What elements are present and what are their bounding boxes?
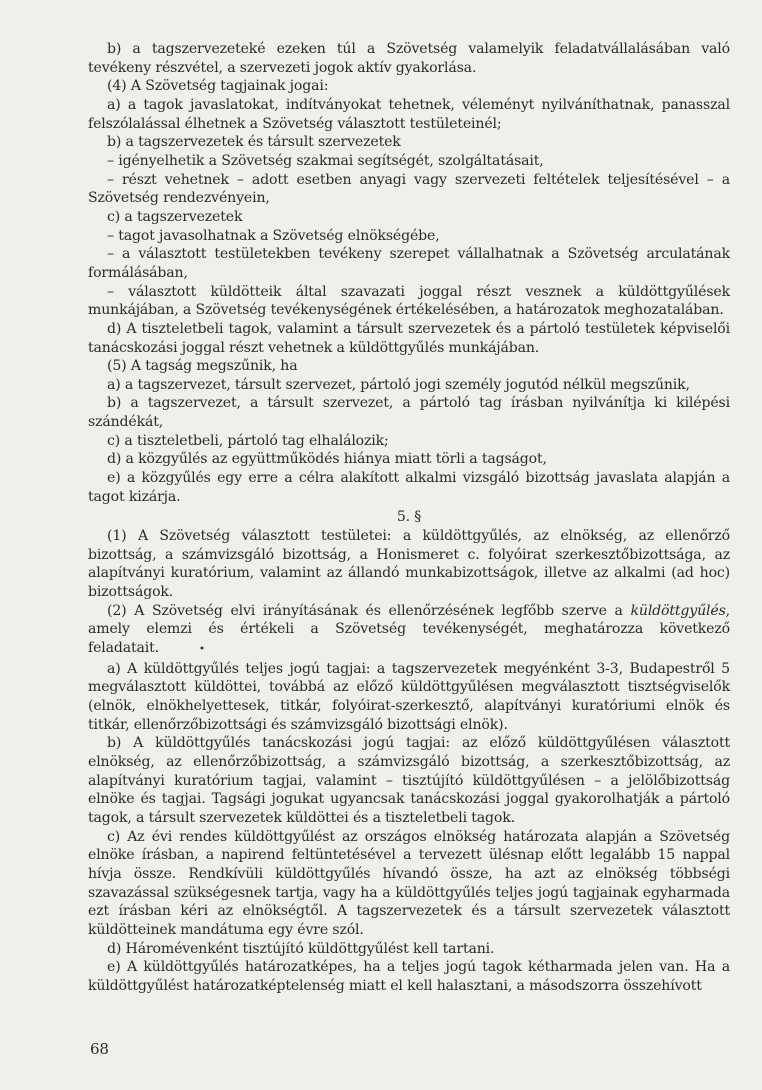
paragraph-jogok-d: d) A tiszteletbeli tagok, valamint a társult szervezetek és a pártoló testületek képviselői tanácskozási joggal részt vehetnek a küldöttgyűlés munkájában. xyxy=(88,320,730,356)
paragraph-megszunes-e: e) a közgyűlés egy erre a célra alakított alkalmi vizsgáló bizottság javaslata alapján a tagot kizárja. xyxy=(88,470,730,505)
section-heading-5: 5. § xyxy=(396,509,422,526)
paragraph-kuldottgyules-text-2: , amely elemzi és értékeli a Szövetség tevékenységét, meghatározza következő feladatait. xyxy=(88,602,730,656)
kuldottgyules-italic-term: küldöttgyűlés xyxy=(630,602,726,619)
stray-dot-mark: • xyxy=(198,644,205,655)
page-number: 68 xyxy=(90,1040,109,1058)
paragraph-kuldottgyules-szerve xyxy=(88,602,730,660)
paragraph-kuldottgyules-text-1: (2) A Szövetség elvi irányításának és ellenőrzésének legfőbb szerve a xyxy=(107,602,631,619)
paragraph-jogok-c-2: – a választott testületekben tevékeny szerepet vállalhatnak a Szövetség arculatának formálásában, xyxy=(88,246,730,281)
paragraph-jogok-c-1: – tagot javasolhatnak a Szövetség elnökségébe, xyxy=(107,227,440,244)
paragraph-kuldottgyules-e: e) A küldöttgyűlés határozatképes, ha a teljes jogú tagok kétharmada jelen van. Ha a küldöttgyűlést határozatképtelenség miatt el kell halasztani, a másodszorra összehívott xyxy=(88,959,730,994)
paragraph-megszunes-b: b) a tagszervezet, a társult szervezet, a pártoló tag írásban nyilvánítja ki kilépési szándékát, xyxy=(88,395,730,431)
paragraph-tagsag-megszunik-cim: (5) A tagság megszűnik, ha xyxy=(107,358,298,375)
paragraph-tagok-jogai-cim: (4) A Szövetség tagjainak jogai: xyxy=(107,78,329,95)
paragraph-jogok-c-3: – választott küldötteik által szavazati joggal részt vesznek a küldöttgyűlések munkájában, a Szövetség tevékenységének értékelésében, a határozatok meghozatalában. xyxy=(88,283,730,319)
paragraph-jogok-b-2: – részt vehetnek – adott esetben anyagi vagy szervezeti feltételek teljesítésével – a Szövetség rendezvényein, xyxy=(88,171,730,207)
paragraph-jogok-b: b) a tagszervezetek és társult szervezetek xyxy=(107,134,401,151)
paragraph-valasztott-testuletek: (1) A Szövetség választott testületei: a küldöttgyűlés, az elnökség, az ellenőrző bizottság, a számvizsgáló bizottság, a Honismeret c. folyóirat szerkesztőbizottsága, az alapítványi kuratórium, valamint az állandó munkabizottságok, illetve az alkalmi (ad hoc) bizottságok. xyxy=(88,528,730,601)
paragraph-kuldottgyules-c: c) Az évi rendes küldöttgyűlést az országos elnökség határozata alapján a Szövetség elnöke írásban, a napirend feltüntetésével a tervezett ülésnap előtt legalább 15 nappal hívja össze. Rendkívüli küldöttgyűlés hívandó össze, ha azt az elnökség többségi szavazással szükségesnek tartja, vagy ha a küldöttgyűlés teljes jogú tagjainak egyharmada ezt írásban kéri az elnökségtől. A tagszervezetek és a társult szervezetek választott küldötteinek mandátuma egy évre szól. xyxy=(88,828,730,938)
paragraph-jogok-a: a) a tagok javaslatokat, indítványokat tehetnek, véleményt nyilváníthatnak, panasszal felszólalással élhetnek a Szövetség választott testületeinél; xyxy=(88,96,730,132)
paragraph-megszunes-c: c) a tiszteletbeli, pártoló tag elhalálozik; xyxy=(107,432,389,449)
paragraph-megszunes-a: a) a tagszervezet, társult szervezet, pártoló jogi személy jogutód nélkül megszűnik, xyxy=(107,376,690,393)
paragraph-jogok-c: c) a tagszervezetek xyxy=(107,208,243,225)
paragraph-jogok-b-1: – igényelhetik a Szövetség szakmai segítségét, szolgáltatásait, xyxy=(107,152,544,169)
paragraph-tagszervezetek-kotelessegei: b) a tagszervezeteké ezeken túl a Szövetség valamelyik feladatvállalásában való tevékeny részvétel, a szervezeti jogok aktív gyakorlása. xyxy=(88,41,730,76)
paragraph-kuldottgyules-a: a) A küldöttgyűlés teljes jogú tagjai: a tagszervezetek megyénként 3-3, Budapestről 5 megválasztott küldöttei, továbbá az előző küldöttgyűlésen megválasztott tisztségviselők (elnök, elnökhelyettesek, titkár, folyóirat-szerkesztő, alapítványi kuratóriumi elnök és titkár, ellenőrzőbizottsági és számvizsgáló bizottsági elnök). xyxy=(88,660,730,733)
document-body xyxy=(88,40,730,995)
paragraph-megszunes-d: d) a közgyűlés az együttműködés hiánya miatt törli a tagságot, xyxy=(107,451,547,468)
paragraph-kuldottgyules-b: b) A küldöttgyűlés tanácskozási jogú tagjai: az előző küldöttgyűlésen választott elnökség, az ellenőrzőbizottság, a számvizsgáló bizottság, a szerkesztőbizottság, az alapítványi kuratórium tagjai, valamint – tisztújító küldöttgyűlésen – a jelölőbizottság elnöke és tagjai. Tagsági jogukat ugyancsak tanácskozási joggal gyakorolhatják a pártoló tagok, a társult szervezetek küldöttei és a tiszteletbeli tagok. xyxy=(88,735,730,826)
paragraph-kuldottgyules-d: d) Háromévenként tisztújító küldöttgyűlést kell tartani. xyxy=(107,940,495,957)
